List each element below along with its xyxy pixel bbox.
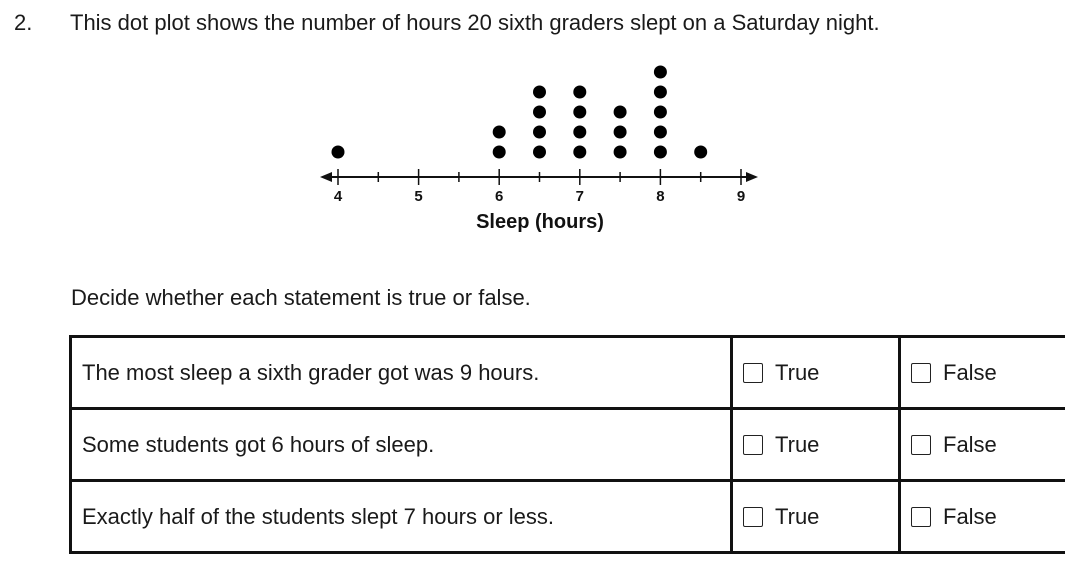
tick-label: 7 [575, 188, 584, 205]
dot-plot [0, 0, 1065, 250]
statement-cell: Exactly half of the students slept 7 hours or less. [71, 481, 732, 553]
data-dot [573, 146, 586, 159]
false-label: False [943, 359, 997, 385]
question-text: This dot plot shows the number of hours 20 sixth graders slept on a Saturday night. [70, 10, 880, 35]
false-label: False [943, 503, 997, 529]
data-dot [533, 106, 546, 119]
false-checkbox[interactable] [911, 363, 931, 383]
data-dot [533, 146, 546, 159]
data-dot [694, 146, 707, 159]
data-dot [654, 86, 667, 99]
statement-cell: The most sleep a sixth grader got was 9 hours. [71, 337, 732, 409]
true-option[interactable] [732, 337, 900, 409]
x-axis-label: Sleep (hours) [476, 211, 604, 233]
false-option[interactable] [900, 481, 1065, 553]
true-checkbox[interactable] [743, 435, 763, 455]
data-dot [654, 146, 667, 159]
true-checkbox[interactable] [743, 507, 763, 527]
data-dot [573, 126, 586, 139]
arrow-right-icon [746, 172, 758, 182]
true-false-table [69, 335, 1065, 554]
true-label: True [775, 359, 820, 385]
table-row [71, 409, 1065, 481]
table-row [71, 337, 1065, 409]
data-dot [654, 126, 667, 139]
data-dot [533, 86, 546, 99]
arrow-left-icon [320, 172, 332, 182]
data-dot [533, 126, 546, 139]
data-dot [493, 146, 506, 159]
true-label: True [775, 503, 820, 529]
tick-label: 9 [736, 188, 746, 205]
false-checkbox[interactable] [911, 507, 931, 527]
data-dot [573, 106, 586, 119]
false-option[interactable] [900, 409, 1065, 481]
false-option[interactable] [900, 337, 1065, 409]
tick-label: 4 [333, 188, 343, 205]
data-dot [332, 146, 345, 159]
statement-cell: Some students got 6 hours of sleep. [71, 409, 732, 481]
data-dot [614, 106, 627, 119]
tick-label: 6 [495, 188, 504, 205]
data-dot [654, 66, 667, 79]
true-label: True [775, 431, 820, 457]
true-option[interactable] [732, 409, 900, 481]
data-dot [654, 106, 667, 119]
instructions: Decide whether each statement is true or false. [71, 285, 531, 310]
data-dot [573, 86, 586, 99]
false-label: False [943, 431, 997, 457]
data-dot [493, 126, 506, 139]
false-checkbox[interactable] [911, 435, 931, 455]
question-number: 2. [14, 10, 33, 35]
data-dot [614, 126, 627, 139]
table-row [71, 481, 1065, 553]
data-dot [614, 146, 627, 159]
true-option[interactable] [732, 481, 900, 553]
tick-label: 5 [414, 188, 423, 205]
true-checkbox[interactable] [743, 363, 763, 383]
tick-label: 8 [656, 188, 665, 205]
